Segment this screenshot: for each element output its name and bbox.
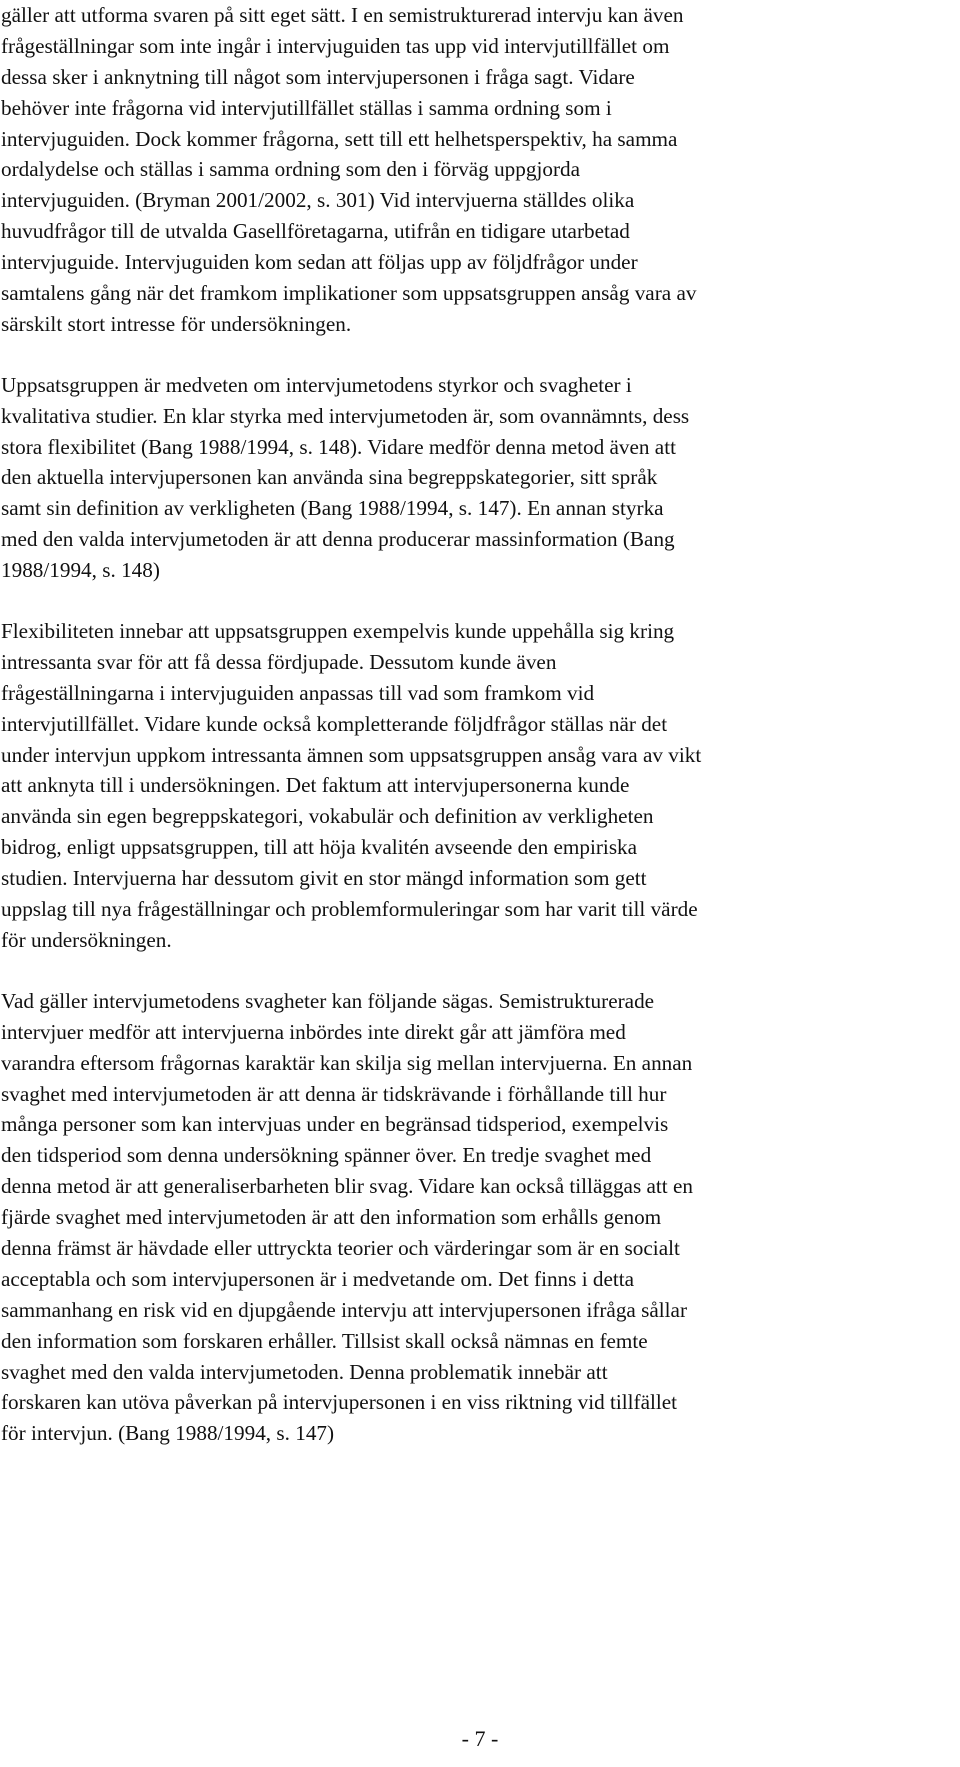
text-line: intervjuer medför att intervjuerna inbördes inte direkt går att jämföra med <box>1 1019 626 1044</box>
text-line: svaghet med den valda intervjumetoden. Denna problematik innebär att <box>1 1359 608 1384</box>
text-line: samt sin definition av verkligheten (Bang 1988/1994, s. 147). En annan styrka <box>1 496 664 521</box>
text-line: Flexibiliteten innebar att uppsatsgruppen exempelvis kunde uppehålla sig kring <box>1 619 675 644</box>
text-line: acceptabla och som intervjupersonen är i medvetande om. Det finns i detta <box>1 1266 635 1291</box>
text-line: frågeställningarna i intervjuguiden anpassas till vad som framkom vid <box>1 680 595 705</box>
text-line: studien. Intervjuerna har dessutom givit en stor mängd information som gett <box>1 866 647 891</box>
text-line: samtalens gång när det framkom implikationer som uppsatsgruppen ansåg vara av <box>1 281 697 306</box>
text-line: intervjuguide. Intervjuguiden kom sedan att följas upp av följdfrågor under <box>1 250 638 275</box>
text-line: ordalydelse och ställas i samma ordning som den i förväg uppgjorda <box>1 157 580 182</box>
text-line: 1988/1994, s. 148) <box>1 558 160 583</box>
text-line: använda sin egen begreppskategori, vokabulär och definition av verkligheten <box>1 804 654 829</box>
text-line: för undersökningen. <box>1 927 172 952</box>
text-line: gäller att utforma svaren på sitt eget sätt. I en semistrukturerad intervju kan även <box>1 3 684 27</box>
text-line: denna främst är hävdade eller uttryckta teorier och värderingar som är en socialt <box>1 1235 680 1260</box>
text-line: intervjuguiden. (Bryman 2001/2002, s. 301) Vid intervjuerna ställdes olika <box>1 188 635 213</box>
text-line: intervjutillfället. Vidare kunde också kompletterande följdfrågor ställas när det <box>1 711 668 736</box>
page-number: - 7 - <box>461 1726 499 1751</box>
paragraph-2 <box>1 370 941 586</box>
text-line: stora flexibilitet (Bang 1988/1994, s. 148). Vidare medför denna metod även att <box>1 434 676 459</box>
text-line: Uppsatsgruppen är medveten om intervjumetodens styrkor och svagheter i <box>1 372 632 397</box>
text-line: kvalitativa studier. En klar styrka med intervjumetoden är, som ovannämnts, dess <box>1 403 690 428</box>
text-line: uppslag till nya frågeställningar och problemformuleringar som har varit till värde <box>1 897 698 922</box>
text-line: intressanta svar för att få dessa fördjupade. Dessutom kunde även <box>1 649 557 674</box>
text-line: att anknyta till i undersökningen. Det faktum att intervjupersonerna kunde <box>1 773 630 798</box>
text-line: bidrog, enligt uppsatsgruppen, till att höja kvalitén avseende den empiriska <box>1 835 638 860</box>
text-line: sammanhang en risk vid en djupgående intervju att intervjupersonen ifråga sållar <box>1 1297 688 1322</box>
text-line: med den valda intervjumetoden är att denna producerar massinformation (Bang <box>1 527 675 552</box>
paragraph-3 <box>1 616 941 956</box>
paragraph-1 <box>1 0 941 340</box>
text-line: särskilt stort intresse för undersökningen. <box>1 311 352 336</box>
body-text <box>1 0 941 1449</box>
text-line: den information som forskaren erhåller. Tillsist skall också nämnas en femte <box>1 1328 648 1353</box>
text-line: fjärde svaghet med intervjumetoden är att den information som erhålls genom <box>1 1205 662 1230</box>
paragraph-4 <box>1 986 941 1449</box>
text-line: behöver inte frågorna vid intervjutillfället ställas i samma ordning som i <box>1 95 612 120</box>
text-line: dessa sker i anknytning till något som intervjupersonen i fråga sagt. Vidare <box>1 64 635 89</box>
text-line: många personer som kan intervjuas under en begränsad tidsperiod, exempelvis <box>1 1112 669 1137</box>
text-line: intervjuguiden. Dock kommer frågorna, sett till ett helhetsperspektiv, ha samma <box>1 126 678 151</box>
text-line: huvudfrågor till de utvalda Gasellföretagarna, utifrån en tidigare utarbetad <box>1 219 630 244</box>
text-line: under intervjun uppkom intressanta ämnen som uppsatsgruppen ansåg vara av vikt <box>1 742 702 767</box>
text-line: Vad gäller intervjumetodens svagheter kan följande sägas. Semistrukturerade <box>1 988 655 1013</box>
text-line: den tidsperiod som denna undersökning spänner över. En tredje svaghet med <box>1 1143 652 1168</box>
text-line: frågeställningar som inte ingår i intervjuguiden tas upp vid intervjutillfället om <box>1 33 670 58</box>
text-line: forskaren kan utöva påverkan på intervjupersonen i en viss riktning vid tillfället <box>1 1390 678 1415</box>
text-line: för intervjun. (Bang 1988/1994, s. 147) <box>1 1421 335 1446</box>
text-line: denna metod är att generaliserbarheten blir svag. Vidare kan också tilläggas att en <box>1 1174 693 1199</box>
text-line: den aktuella intervjupersonen kan använda sina begreppskategorier, sitt språk <box>1 465 658 490</box>
text-line: varandra eftersom frågornas karaktär kan skilja sig mellan intervjuerna. En annan <box>1 1050 693 1075</box>
text-line: svaghet med intervjumetoden är att denna är tidskrävande i förhållande till hur <box>1 1081 667 1106</box>
